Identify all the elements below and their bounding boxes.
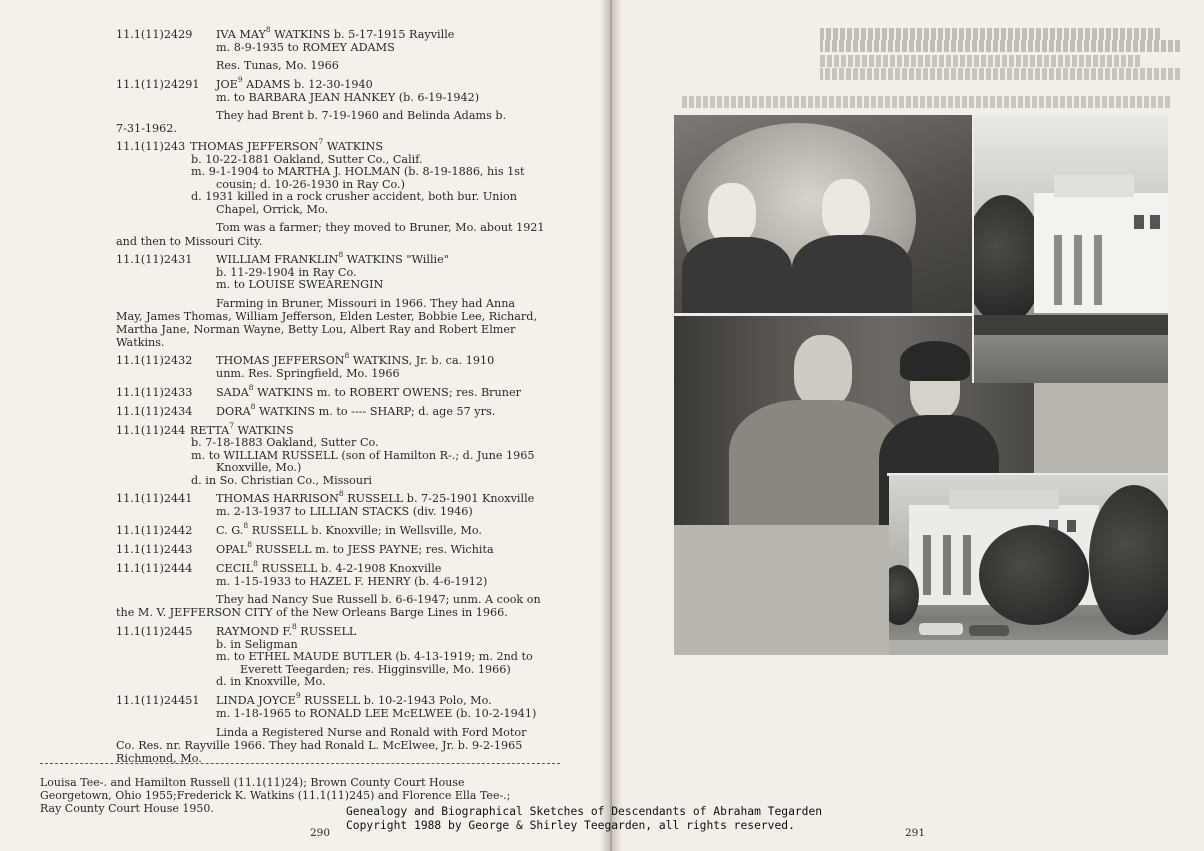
paragraph-line: Martha Jane, Norman Wayne, Betty Lou, Albert Ray and Robert Elmer (116, 323, 516, 336)
elder-man-face (708, 183, 756, 243)
column (963, 535, 971, 595)
entry-number: 11.1(11)2442 (116, 524, 193, 537)
entry-line: m. 9-1-1904 to MARTHA J. HOLMAN (b. 8-19-1886, his 1st (191, 165, 525, 178)
entry-line: cousin; d. 10-26-1930 in Ray Co.) (216, 178, 405, 191)
paragraph-line: Richmond, Mo. (116, 752, 202, 765)
entry-line: C. G.$^8$ RUSSELL b. Knoxville; in Wellsville, Mo. (216, 521, 482, 537)
entry-number: 11.1(11)2431 (116, 253, 193, 266)
column (923, 535, 931, 595)
copyright-title: Genealogy and Biographical Sketches of Descendants of Abraham Tegarden (346, 805, 823, 818)
paragraph-line: Farming in Bruner, Missouri in 1966. They had Anna (216, 297, 516, 310)
tree (1089, 485, 1168, 635)
window (1067, 520, 1076, 532)
hedge (974, 315, 1168, 335)
photo-collage (674, 115, 1168, 655)
paragraph-line: 7-31-1962. (116, 122, 177, 135)
entry-line: d. 1931 killed in a rock crusher accident, both bur. Union (191, 190, 517, 203)
courthouse-photo-1 (974, 115, 1168, 383)
courthouse-photo-2 (889, 475, 1168, 655)
page-number-left: 290 (310, 827, 331, 839)
column (1054, 235, 1062, 305)
entry-line: m. to WILLIAM RUSSELL (son of Hamilton R-.; d. June 1965 (191, 449, 535, 462)
entry-line: THOMAS JEFFERSON$^8$ WATKINS, Jr. b. ca. 1910 (216, 351, 495, 367)
entry-line: m. 2-13-1937 to LILLIAN STACKS (div. 1946) (216, 505, 473, 518)
entry-line: m. 1-15-1933 to HAZEL F. HENRY (b. 4-6-1912) (216, 575, 488, 588)
entry-number: 11.1(11)243 (116, 140, 186, 153)
parked-car (919, 623, 963, 635)
entry-number: 11.1(11)2445 (116, 625, 193, 638)
street (889, 640, 1168, 655)
entry-line: m. to ETHEL MAUDE BUTLER (b. 4-13-1919; m. 2nd to (216, 650, 533, 663)
column (1074, 235, 1082, 305)
tree (979, 525, 1089, 625)
man-face (794, 335, 852, 407)
elder-woman-face (822, 179, 870, 239)
courthouse-roof (949, 489, 1059, 509)
entry-line: Chapel, Orrick, Mo. (216, 203, 329, 216)
entry-line: WILLIAM FRANKLIN$^8$ WATKINS "Willie" (216, 250, 449, 266)
footnote-line: Ray County Court House 1950. (40, 802, 214, 815)
window (1150, 215, 1160, 229)
entry-line: SADA$^8$ WATKINS m. to ROBERT OWENS; res. Bruner (216, 383, 521, 399)
entry-number: 11.1(11)24451 (116, 694, 200, 707)
paragraph-line: They had Nancy Sue Russell b. 6-6-1947; unm. A cook on (216, 593, 541, 606)
entry-line: m. 8-9-1935 to ROMEY ADAMS (216, 41, 395, 54)
entry-line: d. in Knoxville, Mo. (216, 675, 326, 688)
footnote-line: Georgetown, Ohio 1955;Frederick K. Watkins (11.1(11)245) and Florence Ella Tee-.; (40, 789, 511, 802)
parked-car (969, 625, 1009, 636)
entry-line: unm. Res. Springfield, Mo. 1966 (216, 367, 400, 380)
entry-line: LINDA JOYCE$^9$ RUSSELL b. 10-2-1943 Polo, Mo. (216, 691, 492, 707)
entry-line: Res. Tunas, Mo. 1966 (216, 59, 339, 72)
entry-line: b. 11-29-1904 in Ray Co. (216, 266, 357, 279)
footnote-line: Louisa Tee-. and Hamilton Russell (11.1(11)24); Brown County Court House (40, 776, 465, 789)
entry-number: 11.1(11)2444 (116, 562, 193, 575)
photo-border (674, 313, 974, 316)
paragraph-line: Watkins. (116, 336, 165, 349)
entry-line: THOMAS HARRISON$^8$ RUSSELL b. 7-25-1901 Knoxville (216, 489, 535, 505)
entry-line: DORA$^8$ WATKINS m. to ---- SHARP; d. age 57 yrs. (216, 402, 496, 418)
elderly-couple-portrait (674, 115, 979, 315)
book-gutter (600, 0, 622, 851)
entry-line: m. 1-18-1965 to RONALD LEE McELWEE (b. 10-2-1941) (216, 707, 537, 720)
copyright-notice: Copyright 1988 by George & Shirley Teegarden, all rights reserved. (346, 819, 795, 832)
entry-line: IVA MAY$^8$ WATKINS b. 5-17-1915 Rayville (216, 25, 455, 41)
entry-line: Knoxville, Mo.) (216, 461, 302, 474)
window (1134, 215, 1144, 229)
entry-line: CECIL$^8$ RUSSELL b. 4-2-1908 Knoxville (216, 559, 442, 575)
paragraph-line: May, James Thomas, William Jefferson, Elden Lester, Bobbie Lee, Richard, (116, 310, 538, 323)
paragraph-line: Linda a Registered Nurse and Ronald with Ford Motor (216, 726, 527, 739)
paragraph-line: They had Brent b. 7-19-1960 and Belinda Adams b. (216, 109, 507, 122)
entry-line: d. in So. Christian Co., Missouri (191, 474, 373, 487)
entry-number: 11.1(11)2441 (116, 492, 193, 505)
entry-line: b. 10-22-1881 Oakland, Sutter Co., Calif. (191, 153, 423, 166)
entry-line: OPAL$^8$ RUSSELL m. to JESS PAYNE; res. Wichita (216, 540, 494, 556)
woman-hair (900, 341, 970, 381)
entry-number: 11.1(11)2433 (116, 386, 193, 399)
entry-number: 11.1(11)2443 (116, 543, 193, 556)
entry-line: RETTA$^7$ WATKINS (190, 421, 294, 437)
entry-line: b. 7-18-1883 Oakland, Sutter Co. (191, 436, 379, 449)
entry-line: Everett Teegarden; res. Higginsville, Mo. 1966) (240, 663, 511, 676)
entry-number: 11.1(11)2432 (116, 354, 193, 367)
entry-number: 11.1(11)24291 (116, 78, 200, 91)
footnote-divider (40, 763, 560, 764)
column (943, 535, 951, 595)
column (1094, 235, 1102, 305)
page-number-right: 291 (905, 827, 926, 839)
entry-line: m. to LOUISE SWEARENGIN (216, 278, 384, 291)
entry-line: RAYMOND F.$^8$ RUSSELL (216, 622, 357, 638)
man-shirt (729, 400, 904, 525)
entry-number: 11.1(11)244 (116, 424, 186, 437)
paragraph-line: Tom was a farmer; they moved to Bruner, Mo. about 1921 (216, 221, 545, 234)
paragraph-line: the M. V. JEFFERSON CITY of the New Orleans Barge Lines in 1966. (116, 606, 508, 619)
entry-line: m. to BARBARA JEAN HANKEY (b. 6-19-1942) (216, 91, 480, 104)
entry-number: 11.1(11)2429 (116, 28, 193, 41)
entry-line: b. in Seligman (216, 638, 298, 651)
paragraph-line: Co. Res. nr. Rayville 1966. They had Ronald L. McElwee, Jr. b. 9-2-1965 (116, 739, 523, 752)
paragraph-line: and then to Missouri City. (116, 235, 263, 248)
elder-man-coat (682, 237, 792, 315)
entry-number: 11.1(11)2434 (116, 405, 193, 418)
courthouse-pediment (1054, 175, 1134, 197)
entry-line: JOE$^9$ ADAMS b. 12-30-1940 (216, 75, 373, 91)
elder-woman-dress (792, 235, 912, 315)
entry-line: THOMAS JEFFERSON$^7$ WATKINS (190, 137, 383, 153)
